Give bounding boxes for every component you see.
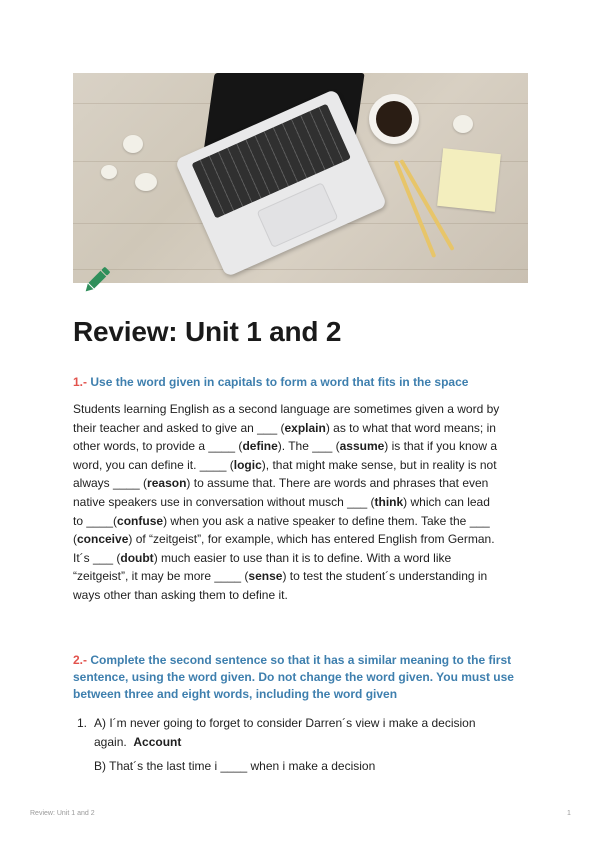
sentence-b: B) That´s the last time i ____ when i make a decision	[94, 759, 376, 773]
footer-title: Review: Unit 1 and 2	[30, 810, 95, 817]
section1-instruction-text: Use the word given in capitals to form a word that fits in the space	[90, 375, 469, 389]
paragraph-line	[73, 456, 528, 475]
paragraph-line	[73, 400, 528, 419]
paragraph-line	[73, 530, 528, 549]
paragraph-line	[73, 493, 528, 512]
keyword: think	[374, 494, 404, 509]
text-run: always ____ (	[73, 476, 148, 491]
text-run: ) as to what that word means; in	[325, 420, 496, 435]
paragraph-line	[73, 549, 528, 568]
paragraph-line	[73, 586, 528, 605]
text-run: ) to assume that. There are words and phrases that even	[186, 476, 489, 491]
paragraph-line	[73, 419, 528, 438]
text-run: ), that might make sense, but in reality is not	[261, 457, 497, 472]
text-run: ways other than asking them to define it.	[73, 587, 288, 602]
keyword: define	[242, 439, 278, 454]
text-run: other words, to provide a ____ (	[73, 439, 243, 454]
keyword: sense	[248, 569, 283, 584]
paragraph-line	[73, 567, 528, 586]
text-run: ) is that if you know a	[384, 439, 498, 454]
keyword: assume	[339, 439, 385, 454]
text-run: Students learning English as a second language are sometimes given a word by	[73, 402, 500, 416]
section2-instruction-line: sentence, using the word given. Do not change the word given. You must use	[73, 670, 514, 684]
pencil-icon	[80, 263, 114, 297]
paragraph-line	[73, 512, 528, 531]
section2-number: 2.-	[73, 653, 88, 667]
section2-instruction-line: Complete the second sentence so that it has a similar meaning to the first	[90, 653, 512, 667]
section2-instruction-line: between three and eight words, including the word given	[73, 687, 398, 701]
list-item-number: 1.	[77, 716, 88, 730]
page-title: Review: Unit 1 and 2	[73, 316, 342, 347]
sentence-a-line: A) I´m never going to forget to consider Darren´s view i make a decision	[94, 716, 476, 730]
text-run: ) of “zeitgeist”, for example, which has entered English from German.	[128, 532, 495, 547]
keyword: logic	[233, 457, 262, 472]
text-run: ) which can lead	[403, 494, 490, 509]
text-run: ) much easier to use than it is to define. With a word like	[153, 550, 452, 565]
section2-instruction	[73, 652, 528, 703]
text-run: to ____(	[73, 513, 118, 528]
keyword: conceive	[77, 532, 129, 547]
keyword: doubt	[120, 550, 154, 565]
section1-paragraph	[73, 400, 528, 605]
text-run: ). The ___ (	[277, 439, 340, 454]
text-run: their teacher and asked to give an ___ (	[73, 420, 285, 435]
text-run: “zeitgeist”, it may be more ____ (	[73, 569, 249, 584]
keyword: confuse	[117, 513, 164, 528]
paragraph-line	[73, 474, 528, 493]
text-run: (	[73, 532, 77, 547]
section1-instruction	[73, 374, 528, 391]
section1-number: 1.-	[73, 375, 88, 389]
text-run: ) to test the student´s understanding in	[282, 569, 488, 584]
text-run: It´s ___ (	[73, 550, 121, 565]
cover-image	[73, 73, 528, 283]
keyword: explain	[284, 420, 326, 435]
text-run: native speakers use in conversation without musch ___ (	[73, 494, 375, 509]
page-number: 1	[567, 810, 571, 817]
text-run: ) when you ask a native speaker to define them. Take the ___	[163, 513, 490, 528]
text-run: word, you can define it. ____ (	[73, 457, 234, 472]
paragraph-line	[73, 437, 528, 456]
keyword: reason	[147, 476, 187, 491]
sentence-a-line: again.	[94, 734, 127, 749]
keyword: Account	[133, 734, 182, 749]
